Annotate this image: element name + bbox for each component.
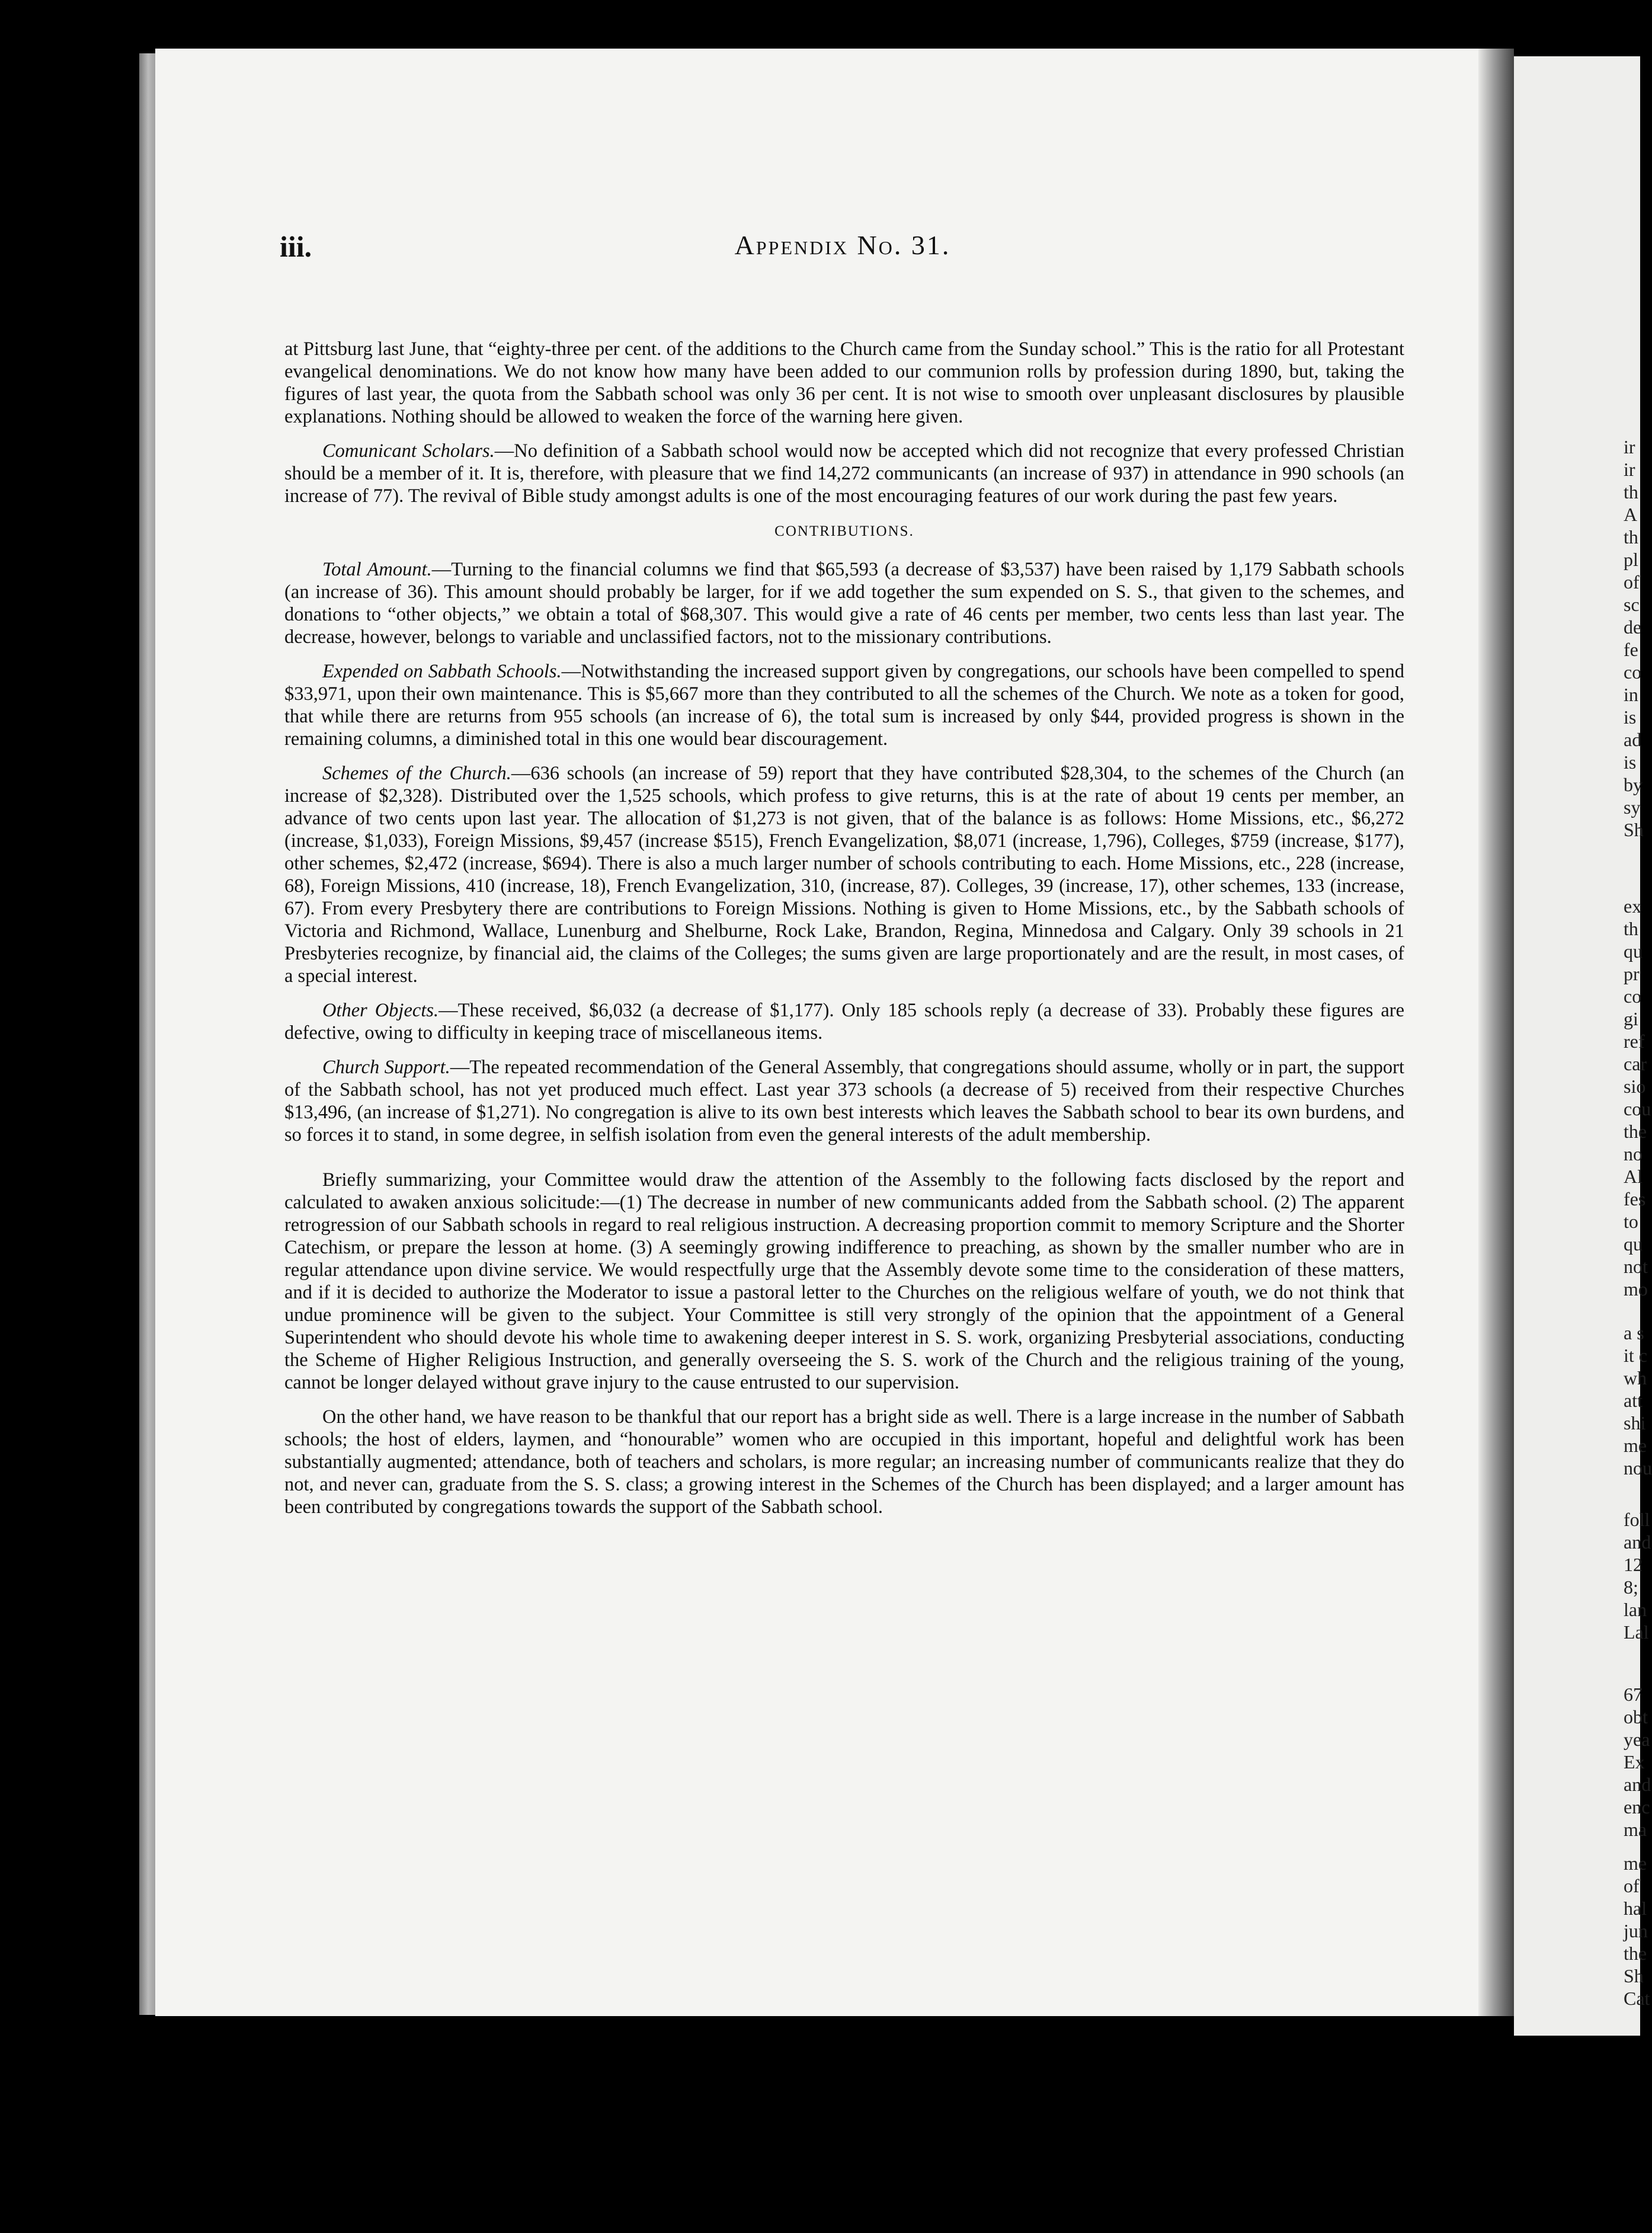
facing-line-fragment: th — [1624, 481, 1638, 503]
facing-line-fragment: jun — [1624, 1920, 1648, 1941]
paragraph-text: —636 schools (an increase of 59) report that they have contributed $28,304, to the schemes of the Church (an increase of $2,328). Distributed over the 1,525 schools, which profess to give returns, this is at the rate of about 19 cents per member, an advance of two cents upon last year. The allocation of $1,273 is not given, that of the balance is as follows: Home Missions, etc., $6,272 (increase, $1,033), Foreign Missions, $9,457 (increase $515), French Evangelization, $8,071 (increase, 1,796), Colleges, $759 (increase, $177), other schemes, $2,472 (increase, $694). There is also a much larger number of schools contributing to each. Home Missions, etc., 228 (increase, 68), Foreign Missions, 410 (increase, 18), French Evangelization, 310, (increase, 87). Colleges, 39 (increase, 17), other schemes, 133 (increase, 67). From every Presbytery there are contributions to Foreign Missions. Nothing is given to Home Missions, etc., by the Sabbath schools of Victoria and Richmond, Wallace, Lunenburg and Shelburne, Rock Lake, Brandon, Regina, Minnedosa and Calgary. Only 39 schools in 21 Presbyteries recognize, by financial aid, the claims of the Colleges; the sums given are large proportionately and are the result, in most cases, of a special interest. — [284, 763, 1405, 987]
paragraph-text: at Pittsburg last June, that “eighty-three per cent. of the additions to the Church came from the Sunday school.” This is the ratio for all Protestant evangelical denominations. We do not know how many have been added to our communion rolls by profession during 1890, but, taking the figures of last year, the quota from the Sabbath school was only 36 per cent. It is not wise to smooth over unpleasant disclosures by plausible explanations. Nothing should be allowed to weaken the force of the warning here given. — [284, 338, 1404, 427]
facing-line-fragment: sy — [1624, 796, 1641, 818]
facing-line-fragment: shi — [1624, 1412, 1646, 1434]
facing-line-fragment: 67 — [1624, 1684, 1643, 1705]
facing-page — [1514, 56, 1652, 2036]
paragraph-lead: Expended on Sabbath Schools. — [322, 661, 562, 682]
paragraph-continuation — [284, 338, 1404, 428]
paragraph-closing — [284, 1406, 1404, 1518]
facing-line-fragment: 12 — [1624, 1554, 1643, 1575]
paragraph-lead: Total Amount. — [322, 559, 432, 580]
facing-line-fragment: by — [1624, 774, 1643, 795]
facing-line-fragment: me — [1624, 1435, 1647, 1456]
paragraph-text: —These received, $6,032 (a decrease of $1,177). Only 185 schools reply (a decrease of 33). Probably these figures are defective, owing to difficulty in keeping trace of miscellaneous items. — [284, 1000, 1404, 1044]
facing-line-fragment: the — [1624, 1121, 1647, 1142]
facing-line-fragment: pr — [1624, 963, 1640, 984]
paragraph-text: —The repeated recommendation of the General Assembly, that congregations should assume, wholly or in part, the support of the Sabbath school, has not yet produced much effect. Last year 373 schools (a decrease of 5) received from their respective Churches $13,496, (an increase of $1,271). No congregation is alive to its own best interests which leaves the Sabbath school to bear its own burdens, and so forces it to stand, in some degree, in selfish isolation from even the general interests of the adult membership. — [284, 1057, 1404, 1146]
paragraph-lead: Church Support. — [322, 1057, 450, 1078]
paragraph-expended-on-sabbath-schools — [284, 660, 1404, 750]
facing-line-fragment: co — [1624, 661, 1642, 683]
paragraph-total-amount — [284, 558, 1404, 648]
facing-line-fragment: no — [1624, 1143, 1643, 1165]
facing-line-fragment: of — [1624, 571, 1640, 593]
facing-line-fragment: me — [1624, 1853, 1647, 1874]
facing-fragment-block — [1514, 1322, 1652, 1479]
paragraph-lead: Comunicant Scholars. — [322, 440, 495, 462]
facing-line-fragment: mo — [1624, 1278, 1648, 1300]
facing-line-fragment: A — [1624, 504, 1638, 525]
facing-line-fragment: hal — [1624, 1898, 1647, 1919]
facing-line-fragment: and — [1624, 1774, 1651, 1795]
facing-line-fragment: co — [1624, 986, 1642, 1007]
facing-line-fragment: fe — [1624, 639, 1638, 660]
facing-line-fragment: 8; — [1624, 1576, 1638, 1598]
facing-line-fragment: obt — [1624, 1706, 1648, 1727]
facing-line-fragment: to — [1624, 1211, 1638, 1232]
facing-line-fragment: Ex — [1624, 1751, 1645, 1773]
facing-line-fragment: is — [1624, 706, 1637, 728]
paragraph-text: —No definition of a Sabbath school would now be accepted which did not recognize that every professed Christian should be a member of it. It is, therefore, with pleasure that we find 14,272 communicants (an increase of 937) in attendance in 990 schools (an increase of 77). The revival of Bible study amongst adults is one of the most encouraging features of our work during the past few years. — [284, 440, 1404, 507]
facing-line-fragment: in — [1624, 684, 1638, 705]
facing-line-fragment: ir — [1624, 436, 1635, 458]
facing-line-fragment: cou — [1624, 1098, 1651, 1119]
facing-line-fragment: qu — [1624, 940, 1643, 962]
facing-line-fragment: ex — [1624, 895, 1642, 917]
facing-fragment-block — [1514, 1508, 1651, 1643]
scan-left-margin — [0, 0, 139, 2233]
facing-line-fragment: Cat — [1624, 1988, 1650, 2009]
facing-line-fragment: the — [1624, 1943, 1647, 1964]
paragraph-summary — [284, 1169, 1404, 1394]
facing-line-fragment: not — [1624, 1256, 1648, 1277]
facing-fragment-block — [1514, 1852, 1650, 2010]
facing-fragment-block — [1514, 1683, 1651, 1841]
page-header — [280, 229, 1406, 271]
facing-line-fragment: pl — [1624, 549, 1638, 570]
facing-line-fragment: ma — [1624, 1819, 1647, 1840]
book-spine-edge — [139, 53, 157, 2015]
paragraph-communicant-scholars — [284, 440, 1404, 507]
facing-line-fragment: enc — [1624, 1796, 1650, 1818]
paragraph-church-support — [284, 1056, 1404, 1146]
facing-line-fragment: it c — [1624, 1345, 1647, 1366]
paragraph-text: —Notwithstanding the increased support given by congregations, our schools have been compelled to spend $33,971, upon their own maintenance. This is $5,667 more than they contributed to all the schemes of the Church. We note as a token for good, that while there are returns from 955 schools (an increase of 6), the total sum is increased by only $44, provided progress is shown in the remaining columns, a diminished total in this one would bear discouragement. — [284, 661, 1404, 750]
facing-line-fragment: qu — [1624, 1233, 1643, 1255]
facing-line-fragment: de — [1624, 616, 1642, 638]
facing-line-fragment: ref — [1624, 1031, 1645, 1052]
facing-line-fragment: lan — [1624, 1599, 1647, 1620]
facing-line-fragment: ir — [1624, 459, 1635, 480]
facing-line-fragment: a s — [1624, 1322, 1644, 1343]
facing-line-fragment: wh — [1624, 1367, 1647, 1389]
facing-line-fragment: th — [1624, 526, 1638, 548]
paragraph-text: On the other hand, we have reason to be thankful that our report has a bright side as well. There is a large increase in the number of Sabbath schools; the host of elders, laymen, and “honourable” women who are occupied in this important, hopeful and delightful work has been substantially augmented; attendance, both of teachers and scholars, is more regular; an increasing number of communicants realize that they do not, and never can, graduate from the S. S. class; a growing interest in the Schemes of the Church has been displayed; and a larger amount has been contributed by congregations towards the support of the Sabbath school. — [284, 1406, 1404, 1518]
facing-line-fragment: gi — [1624, 1008, 1638, 1029]
facing-line-fragment: Sh — [1624, 1965, 1644, 1986]
facing-line-fragment: foll — [1624, 1509, 1650, 1530]
facing-line-fragment: fes — [1624, 1188, 1646, 1210]
page-number: iii. — [280, 230, 312, 263]
facing-line-fragment: car — [1624, 1053, 1647, 1074]
facing-line-fragment: nou — [1624, 1457, 1652, 1479]
page-body — [284, 338, 1404, 1530]
facing-line-fragment: sc — [1624, 594, 1640, 615]
facing-line-fragment: th — [1624, 918, 1638, 939]
facing-line-fragment: Lal — [1624, 1621, 1649, 1643]
paragraph-text: —Turning to the financial columns we find that $65,593 (a decrease of $3,537) have been raised by 1,179 Sabbath schools (an increase of 36). This amount should probably be larger, for if we add together the sum expended on S. S., that given to the schemes, and donations to “other objects,” we obtain a total of $68,307. This would give a rate of 46 cents per member, two cents less than last year. The decrease, however, belongs to variable and unclassified factors, not to the missionary contributions. — [284, 559, 1404, 648]
book-page — [155, 49, 1478, 2016]
facing-line-fragment: of — [1624, 1875, 1640, 1896]
section-heading: CONTRIBUTIONS. — [774, 523, 914, 539]
facing-line-fragment: yea — [1624, 1729, 1650, 1750]
paragraph-lead: Schemes of the Church. — [322, 763, 511, 784]
running-title: Appendix No. 31. — [734, 230, 951, 260]
facing-line-fragment: Al — [1624, 1166, 1643, 1187]
facing-fragment-block — [1514, 895, 1651, 1300]
facing-line-fragment: att — [1624, 1390, 1643, 1411]
facing-line-fragment: and — [1624, 1531, 1651, 1553]
paragraph-lead: Other Objects. — [322, 1000, 439, 1021]
paragraph-schemes-of-the-church — [284, 762, 1404, 987]
facing-line-fragment: ad — [1624, 729, 1642, 750]
facing-line-fragment: Sh — [1624, 819, 1644, 840]
page-gutter-shadow — [1478, 49, 1514, 2016]
facing-fragment-block — [1514, 436, 1644, 841]
paragraph-other-objects — [284, 999, 1404, 1044]
paragraph-text: Briefly summarizing, your Committee would draw the attention of the Assembly to the following facts disclosed by the report and calculated to awaken anxious solicitude:—(1) The decrease in number of new communicants added from the Sabbath school. (2) The apparent retrogression of our Sabbath schools in regard to real religious instruction. A decreasing proportion commit to memory Scripture and the Shorter Catechism, or prepare the lesson at home. (3) A seemingly growing indifference to preaching, as shown by the smaller number who are in regular attendance upon divine service. We would respectfully urge that the Assembly devote some time to the consideration of these matters, and if it is decided to authorize the Moderator to issue a pastoral letter to the Churches on the religious welfare of youth, we do not think that undue prominence will be given to the subject. Your Committee is still very strongly of the opinion that the appointment of a General Superintendent who should devote his whole time to awakening deeper interest in S. S. work, organizing Presbyterial associations, conducting the Scheme of Higher Religious Instruction, and generally overseeing the S. S. work of the Church and the religious training of the young, cannot be longer delayed without grave injury to the cause entrusted to our supervision. — [284, 1169, 1404, 1393]
facing-line-fragment: is — [1624, 751, 1637, 773]
facing-line-fragment: sio — [1624, 1076, 1646, 1097]
